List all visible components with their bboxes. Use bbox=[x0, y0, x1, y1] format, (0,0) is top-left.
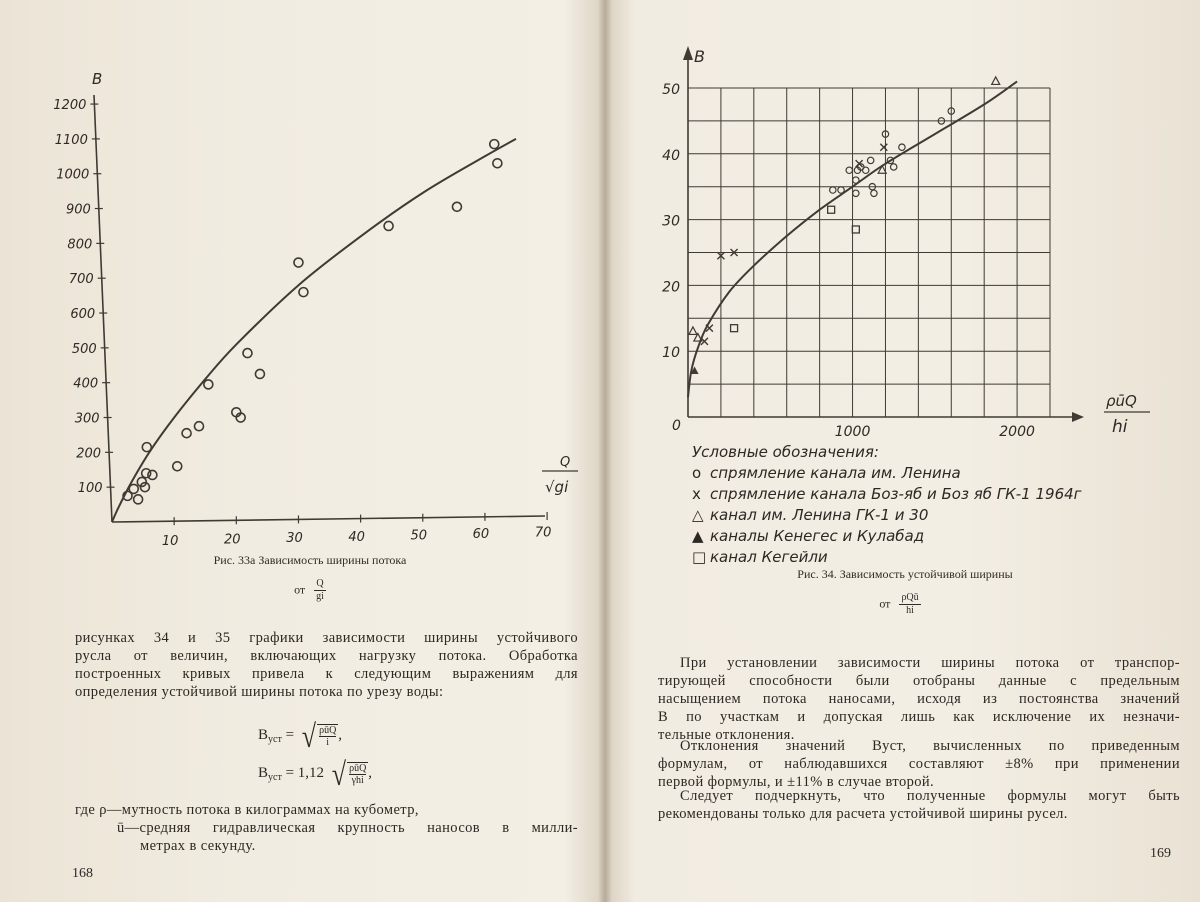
y-tick-label: 500 bbox=[71, 341, 97, 357]
formula-2-eq: = 1,12 bbox=[285, 765, 325, 781]
formula-2-num: ρūQ bbox=[349, 762, 367, 774]
x-axis bbox=[112, 516, 545, 522]
data-point bbox=[142, 443, 151, 452]
data-point-circle bbox=[853, 190, 859, 196]
formula-2-den: γhi bbox=[351, 774, 364, 786]
data-point-square bbox=[731, 325, 738, 332]
legend-label: каналы Кенегес и Кулабад bbox=[710, 527, 925, 545]
triangle-open-icon: △ bbox=[692, 506, 704, 524]
data-point bbox=[452, 202, 461, 211]
x-axis-arrow bbox=[1072, 412, 1084, 422]
data-point-triangle-open bbox=[689, 327, 697, 335]
data-point bbox=[294, 258, 303, 267]
text-line: тирующей способности были отобраны данные с предельным bbox=[658, 673, 1180, 689]
formula-1-num: ρūQ bbox=[319, 724, 337, 736]
y-tick-label: 400 bbox=[73, 376, 99, 392]
chart-34 bbox=[610, 0, 1200, 460]
right-page bbox=[610, 0, 1200, 902]
data-point bbox=[129, 484, 138, 493]
text-line: рекомендованы только для расчета устойчивой ширины русел. bbox=[658, 806, 1068, 822]
data-point-circle bbox=[871, 190, 877, 196]
x-tick-label: 50 bbox=[410, 528, 428, 544]
y-tick-label: 10 bbox=[662, 345, 680, 362]
formula-2 bbox=[258, 756, 373, 793]
where-line: метрах в секунду. bbox=[140, 838, 256, 854]
data-point bbox=[299, 288, 308, 297]
chart-33a bbox=[0, 0, 605, 560]
figure-33a-caption-text: Рис. 33а Зависимость ширины потока bbox=[213, 553, 407, 567]
figure-34-caption bbox=[740, 567, 1070, 582]
y-tick-label: 1000 bbox=[56, 167, 90, 183]
data-point-circle bbox=[853, 177, 859, 183]
data-point-circle bbox=[830, 187, 836, 193]
legend-label: спрямление канала Боз-яб и Боз яб ГК-1 1964г bbox=[710, 485, 1082, 503]
data-point-circle bbox=[863, 167, 869, 173]
data-point-circle bbox=[899, 144, 905, 150]
text-line: Следует подчеркнуть, что полученные формулы могут быть bbox=[680, 788, 1180, 804]
y-tick-label: 300 bbox=[74, 411, 100, 427]
caption-frac-num: ρQū bbox=[901, 592, 919, 603]
data-point bbox=[255, 369, 264, 378]
circle-icon: o bbox=[692, 464, 702, 482]
data-point-cross bbox=[880, 144, 887, 151]
caption-from: от bbox=[879, 596, 891, 611]
where-line: где ρ—мутность потока в килограммах на кубометр, bbox=[75, 802, 419, 818]
data-point-circle bbox=[890, 164, 896, 170]
x-tick-label: 1000 bbox=[834, 424, 871, 440]
figure-34-caption-text: Рис. 34. Зависимость устойчивой ширины bbox=[797, 567, 1013, 581]
formula-1-sub: уст bbox=[268, 734, 282, 745]
y-tick-label: 900 bbox=[65, 202, 91, 218]
y-tick-label: 20 bbox=[662, 279, 680, 296]
x-axis-label-num: ρūQ bbox=[1106, 392, 1137, 410]
y-tick-label: 700 bbox=[68, 272, 94, 288]
text-line: построенных кривых привела к следующим выражениям для bbox=[75, 666, 578, 682]
data-point bbox=[182, 429, 191, 438]
y-tick-label: 30 bbox=[662, 213, 680, 230]
text-line: Отклонения значений Вуст, вычисленных по приведенным bbox=[680, 738, 1180, 754]
origin-label: 0 bbox=[672, 418, 681, 434]
data-point-square bbox=[828, 206, 835, 213]
text-line: В по участкам и допуская лишь как исключение их незначи- bbox=[658, 709, 1180, 725]
y-axis-arrow bbox=[683, 46, 693, 60]
data-point bbox=[493, 159, 502, 168]
y-tick-label: 200 bbox=[76, 446, 102, 462]
caption-frac-den: hi bbox=[906, 605, 914, 616]
y-tick-label: 800 bbox=[67, 237, 93, 253]
text-line: первой формулы, и ±11% в случае второй. bbox=[658, 774, 935, 790]
data-point bbox=[243, 349, 252, 358]
data-point bbox=[173, 462, 182, 471]
data-point bbox=[148, 470, 157, 479]
square-icon: □ bbox=[692, 548, 707, 566]
legend-label: канал им. Ленина ГК-1 и 30 bbox=[710, 506, 929, 524]
formula-2-sub: уст bbox=[268, 772, 282, 783]
data-point bbox=[384, 221, 393, 230]
formula-1-den: i bbox=[326, 736, 330, 748]
y-tick-label: 50 bbox=[662, 82, 680, 98]
data-point bbox=[195, 422, 204, 431]
caption-fraction bbox=[899, 592, 920, 617]
formula-1-eq: = bbox=[285, 727, 295, 743]
data-point-circle bbox=[867, 157, 873, 163]
caption-from: от bbox=[294, 582, 306, 597]
text-line: рисунках 34 и 35 графики зависимости ширины устойчивого bbox=[75, 630, 578, 646]
y-axis-label: B bbox=[92, 70, 103, 88]
formula-1-fraction bbox=[317, 724, 338, 748]
caption-frac-num: Q bbox=[314, 578, 326, 591]
figure-33a-caption bbox=[150, 553, 470, 568]
text-line: формулам, от наблюдавшихся составляют ±8% при применении bbox=[658, 756, 1180, 772]
x-tick-label: 60 bbox=[472, 526, 490, 542]
triangle-filled-icon: ▲ bbox=[692, 527, 704, 545]
y-tick-label: 1100 bbox=[54, 132, 88, 148]
x-tick-label: 2000 bbox=[999, 424, 1035, 440]
text-line: насыщением потока наносами, исходя из постоянства значений bbox=[658, 691, 1180, 707]
x-tick-label: 70 bbox=[534, 525, 552, 541]
y-tick-label: 600 bbox=[70, 307, 96, 323]
figure-33a-caption-fraction bbox=[260, 578, 360, 603]
text-line: определения устойчивой ширины потока по урезу воды: bbox=[75, 684, 444, 700]
legend-label: спрямление канала им. Ленина bbox=[710, 464, 961, 482]
data-point bbox=[204, 380, 213, 389]
page-number-left: 168 bbox=[72, 866, 93, 881]
formula-2-tail: , bbox=[368, 765, 373, 781]
radical-sign: √ bbox=[301, 718, 317, 755]
legend-item bbox=[692, 464, 961, 482]
formula-1 bbox=[258, 718, 343, 755]
formula-2-lhs: B bbox=[258, 765, 269, 781]
legend-item bbox=[692, 548, 828, 566]
where-line: ū—средняя гидравлическая крупность наносов в милли- bbox=[117, 820, 578, 836]
data-point-circle bbox=[846, 167, 852, 173]
data-point-circle bbox=[838, 187, 844, 193]
figure-34-caption-fraction bbox=[850, 592, 950, 617]
text-line: русла от величин, включающих нагрузку потока. Обработка bbox=[75, 648, 578, 664]
x-axis-label-den: hi bbox=[1112, 417, 1128, 437]
y-axis-label: B bbox=[694, 47, 705, 66]
formula-1-lhs: B bbox=[258, 727, 269, 743]
y-tick-label: 40 bbox=[662, 147, 680, 164]
legend-item bbox=[692, 527, 924, 545]
y-tick-label: 1200 bbox=[53, 98, 87, 114]
legend-title: Условные обозначения: bbox=[692, 443, 879, 461]
formula-2-fraction bbox=[347, 762, 368, 786]
x-tick-label: 40 bbox=[348, 529, 365, 545]
data-point bbox=[142, 469, 151, 478]
radical-sign: √ bbox=[331, 756, 347, 793]
cross-icon: x bbox=[692, 485, 701, 503]
x-axis-label-den: √gi bbox=[545, 478, 569, 496]
caption-frac-den: gi bbox=[316, 591, 324, 602]
page-number-right: 169 bbox=[1150, 846, 1171, 861]
x-tick-label: 10 bbox=[161, 534, 179, 550]
caption-fraction bbox=[314, 578, 326, 603]
x-tick-label: 30 bbox=[286, 531, 303, 547]
legend-item bbox=[692, 485, 1082, 503]
text-line: тельные отклонения. bbox=[658, 727, 795, 743]
data-point-triangle-open bbox=[992, 77, 1000, 85]
text-line: При установлении зависимости ширины потока от транспор- bbox=[680, 655, 1180, 671]
legend-item bbox=[692, 506, 928, 524]
data-point-square bbox=[852, 226, 859, 233]
y-tick-label: 100 bbox=[77, 481, 103, 497]
data-point bbox=[490, 140, 499, 149]
data-point bbox=[134, 495, 143, 504]
x-tick-label: 20 bbox=[224, 532, 241, 548]
formula-1-tail: , bbox=[338, 727, 343, 743]
legend-label: канал Кегейли bbox=[710, 548, 828, 566]
x-axis-label-num: Q bbox=[560, 455, 571, 470]
